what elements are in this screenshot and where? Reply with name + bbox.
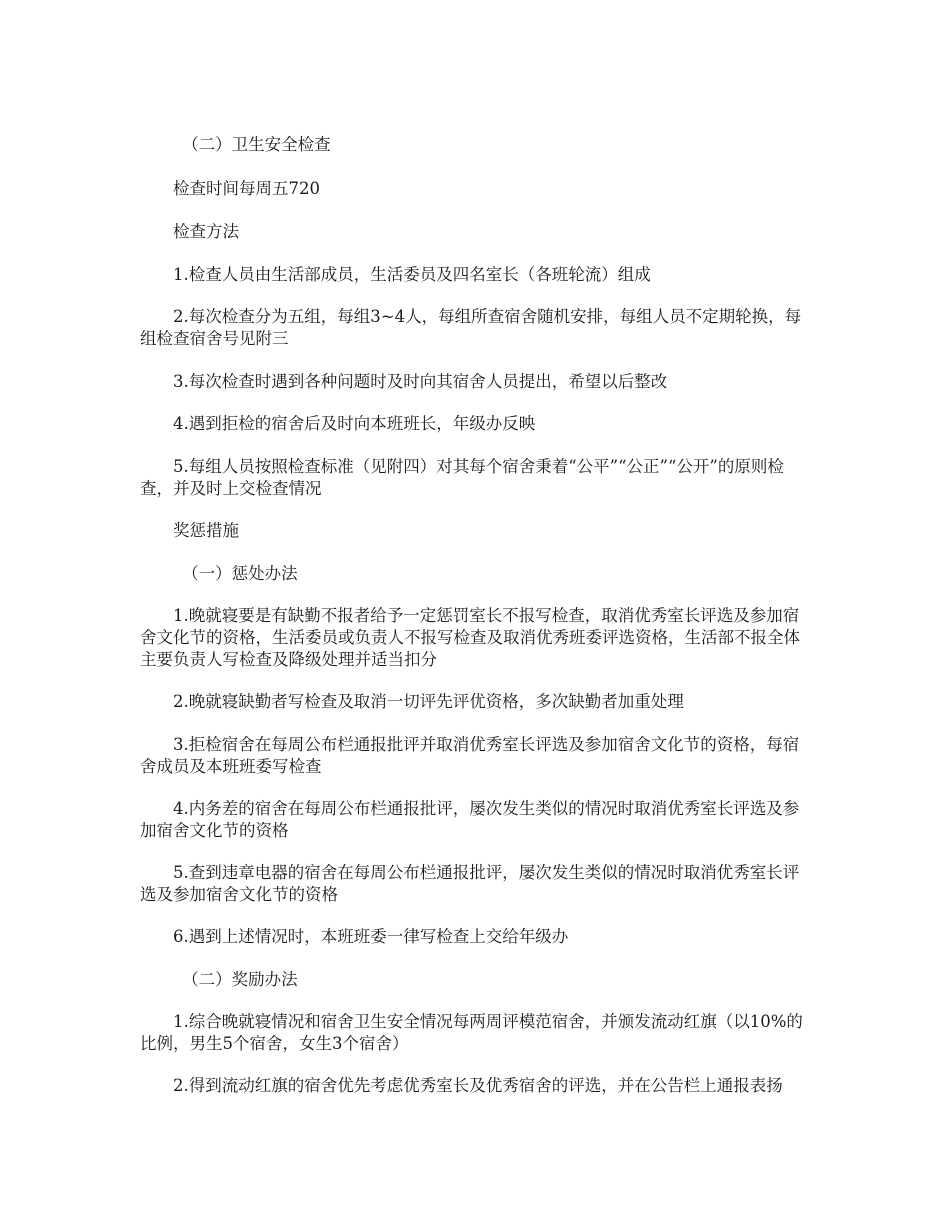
paragraph-method-2: 2.每次检查分为五组，每组3~4人，每组所查宿舍随机安排，每组人员不定期轮换，每组检查宿舍号见附三 (140, 307, 802, 348)
subheading-rewards: （二）奖励办法 (182, 970, 298, 989)
paragraph-penalty-4: 4.内务差的宿舍在每周公布栏通报批评，屡次发生类似的情况时取消优秀室长评选及参加宿舍文化节的资格 (140, 799, 800, 840)
paragraph-reward-2: 2.得到流动红旗的宿舍优先考虑优秀室长及优秀宿舍的评选，并在公告栏上通报表扬 (173, 1076, 783, 1095)
paragraph-method-4: 4.遇到拒检的宿舍后及时向本班班长，年级办反映 (173, 414, 536, 433)
heading-check-method: 检查方法 (173, 222, 239, 241)
paragraph-check-time: 检查时间每周五720 (173, 179, 320, 198)
paragraph-penalty-5: 5.查到违章电器的宿舍在每周公布栏通报批评，屡次发生类似的情况时取消优秀室长评选及参加宿舍文化节的资格 (140, 863, 800, 904)
heading-rewards-penalties: 奖惩措施 (173, 521, 239, 540)
paragraph-method-5: 5.每组人员按照检查标准（见附四）对其每个宿舍秉着“公平”“公正”“公开”的原则检查，并及时上交检查情况 (140, 457, 784, 498)
paragraph-penalty-1: 1.晚就寝要是有缺勤不报者给予一定惩罚室长不报写检查，取消优秀室长评选及参加宿舍文化节的资格，生活委员或负责人不报写检查及取消优秀班委评选资格，生活部不报全体主要负责人写检查及降级处理并适当扣分 (140, 606, 800, 669)
paragraph-penalty-6: 6.遇到上述情况时，本班班委一律写检查上交给年级办 (173, 927, 569, 946)
paragraph-reward-1: 1.综合晚就寝情况和宿舍卫生安全情况每两周评模范宿舍，并颁发流动红旗（以10%的比例，男生5个宿舍，女生3个宿舍） (140, 1012, 803, 1053)
section-heading-hygiene-safety: （二）卫生安全检查 (182, 135, 331, 154)
subheading-penalties: （一）惩处办法 (182, 564, 298, 583)
paragraph-method-3: 3.每次检查时遇到各种问题时及时向其宿舍人员提出，希望以后整改 (173, 372, 668, 391)
paragraph-penalty-2: 2.晚就寝缺勤者写检查及取消一切评先评优资格，多次缺勤者加重处理 (173, 692, 684, 711)
paragraph-method-1: 1.检查人员由生活部成员，生活委员及四名室长（各班轮流）组成 (173, 265, 651, 284)
paragraph-penalty-3: 3.拒检宿舍在每周公布栏通报批评并取消优秀室长评选及参加宿舍文化节的资格，每宿舍成员及本班班委写检查 (140, 735, 800, 776)
